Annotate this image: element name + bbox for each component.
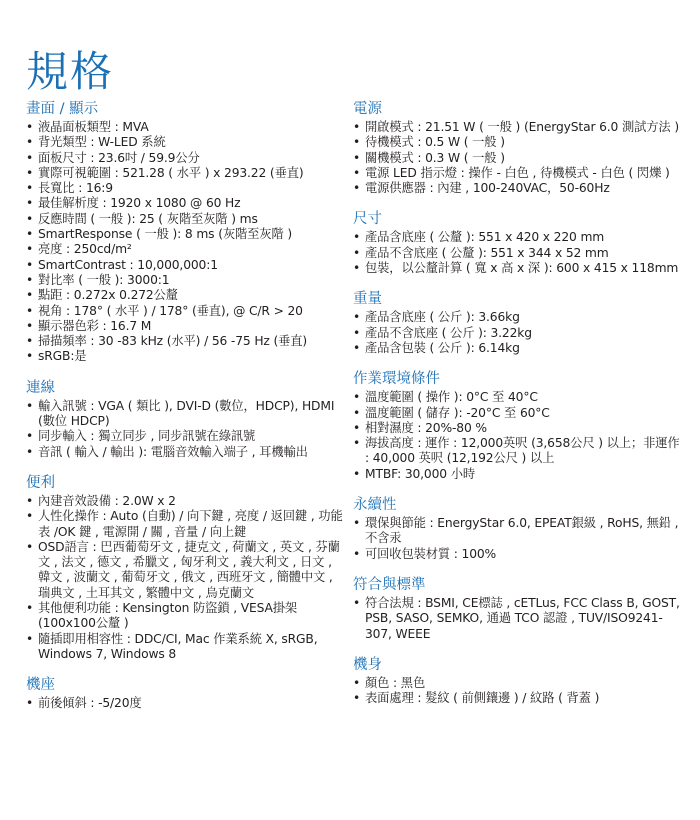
spec-item: • 表面處理 : 髮紋 ( 前側鑲邊 ) / 紋路 ( 背蓋 ) [353, 691, 681, 706]
spec-item: • 符合法規 : BSMI, CE標誌 , cETLus, FCC Class B, GOST, PSB, SASO, SEMKO, 通過 TCO 認證 , TUV/ISO9241-307, WEEE [353, 596, 681, 642]
left-section-1 [26, 379, 344, 460]
spec-item: • 關機模式 : 0.3 W ( 一般 ) [353, 151, 681, 166]
spec-item: • 對比率 ( 一般 ): 3000:1 [26, 273, 344, 288]
spec-item: • SmartContrast : 10,000,000:1 [26, 258, 344, 273]
spec-item: • 電源 LED 指示燈 : 操作 - 白色 , 待機模式 - 白色 ( 閃爍 ) [353, 166, 681, 181]
left-section-2 [26, 474, 344, 662]
spec-item: • 待機模式 : 0.5 W ( 一般 ) [353, 135, 681, 150]
spec-item: • 掃描頻率 : 30 -83 kHz (水平) / 56 -75 Hz (垂直) [26, 334, 344, 349]
spec-item: • 可回收包裝材質 : 100% [353, 547, 681, 562]
section-heading: 作業環境條件 [353, 371, 440, 388]
spec-item: • 背光類型 : W-LED 系統 [26, 135, 344, 150]
spec-list [353, 596, 681, 642]
spec-item: • sRGB:是 [26, 349, 344, 364]
spec-item: • 產品含底座 ( 公斤 ): 3.66kg [353, 310, 681, 325]
spec-item: • 產品含包裝 ( 公斤 ): 6.14kg [353, 341, 681, 356]
spec-item: • 同步輸入 : 獨立同步 , 同步訊號在綠訊號 [26, 429, 344, 444]
left-section-0 [26, 100, 344, 365]
section-heading: 符合與標準 [353, 576, 426, 593]
section-heading: 永續性 [353, 497, 397, 514]
spec-list [26, 120, 344, 365]
spec-item: • 產品含底座 ( 公釐 ): 551 x 420 x 220 mm [353, 230, 681, 245]
section-heading: 畫面 / 顯示 [26, 101, 99, 117]
spec-list [353, 390, 681, 482]
spec-item: • 包裝，以公釐計算 ( 寬 x 高 x 深 ): 600 x 415 x 118mm [353, 261, 681, 276]
spec-item: • 其他便利功能 : Kensington 防盜鎖 , VESA掛架 (100x100公釐 ) [26, 601, 344, 632]
spec-item: • MTBF: 30,000 小時 [353, 467, 681, 482]
spec-item: • 隨插即用相容性 : DDC/CI, Mac 作業系統 X, sRGB, Windows 7, Windows 8 [26, 632, 344, 663]
spec-item: • 產品不含底座 ( 公釐 ): 551 x 344 x 52 mm [353, 246, 681, 261]
right-section-2 [353, 290, 681, 356]
spec-list [26, 399, 344, 460]
spec-item: • 液晶面板類型 : MVA [26, 120, 344, 135]
spec-item: • 視角 : 178° ( 水平 ) / 178° (垂直), @ C/R > 20 [26, 304, 344, 319]
spec-item: • 亮度 : 250cd/m² [26, 242, 344, 257]
spec-item: • 長寬比 : 16:9 [26, 181, 344, 196]
spec-item: • 溫度範圍 ( 儲存 ): -20°C 至 60°C [353, 406, 681, 421]
spec-item: • 海拔高度 : 運作 : 12,000英呎 (3,658公尺 ) 以上；非運作 : 40,000 英呎 (12,192公尺 ) 以上 [353, 436, 681, 467]
section-heading: 機座 [26, 677, 55, 694]
section-heading: 機身 [353, 656, 382, 673]
spec-column-right [353, 100, 681, 720]
section-heading: 連線 [26, 379, 55, 396]
right-section-6 [353, 656, 681, 707]
spec-list [26, 494, 344, 662]
spec-item: • 產品不含底座 ( 公斤 ): 3.22kg [353, 326, 681, 341]
spec-list [353, 516, 681, 562]
spec-list [353, 676, 681, 707]
left-section-3 [26, 676, 344, 711]
spec-item: • 顯示器色彩 : 16.7 M [26, 319, 344, 334]
section-heading: 便利 [26, 474, 55, 491]
spec-item: • 音訊 ( 輸入 / 輸出 ): 電腦音效輸入端子 , 耳機輸出 [26, 445, 344, 460]
spec-column-left [26, 100, 344, 726]
spec-item: • 相對濕度 : 20%-80 % [353, 421, 681, 436]
spec-item: • OSD語言 : 巴西葡萄牙文 , 捷克文 , 荷蘭文 , 英文 , 芬蘭文 , 法文 , 德文 , 希臘文 , 匈牙利文 , 義大利文 , 日文 , 韓文 , 波蘭文 , 葡萄牙文 , 俄文 , 西班牙文 , 簡體中文 , 瑞典文 , 土耳其文 , 繁體中文 , 烏克蘭文 [26, 540, 344, 601]
spec-item: • 人性化操作 : Auto (自動) / 向下鍵 , 亮度 / 返回鍵 , 功能表 /OK 鍵 , 電源開 / 關 , 音量 / 向上鍵 [26, 509, 344, 540]
spec-item: • 溫度範圍 ( 操作 ): 0°C 至 40°C [353, 390, 681, 405]
spec-item: • 實際可視範圍 : 521.28 ( 水平 ) x 293.22 (垂直) [26, 166, 344, 181]
spec-item: • 顏色 : 黑色 [353, 676, 681, 691]
right-section-3 [353, 370, 681, 482]
spec-item: • SmartResponse ( 一般 ): 8 ms (灰階至灰階 ) [26, 227, 344, 242]
spec-list [353, 230, 681, 276]
spec-item: • 開啟模式 : 21.51 W ( 一般 ) (EnergyStar 6.0 測試方法 ) [353, 120, 681, 135]
spec-item: • 點距 : 0.272x 0.272公釐 [26, 288, 344, 303]
section-heading: 電源 [353, 101, 382, 117]
spec-item: • 電源供應器 : 內建 , 100-240VAC，50-60Hz [353, 181, 681, 196]
spec-list [26, 696, 344, 711]
right-section-4 [353, 496, 681, 562]
section-heading: 重量 [353, 291, 382, 308]
spec-list [353, 120, 681, 196]
spec-item: • 輸入訊號 : VGA ( 類比 ), DVI-D (數位，HDCP), HDMI (數位 HDCP) [26, 399, 344, 430]
spec-item: • 最佳解析度 : 1920 x 1080 @ 60 Hz [26, 196, 344, 211]
spec-item: • 內建音效設備 : 2.0W x 2 [26, 494, 344, 509]
spec-item: • 前後傾斜 : -5/20度 [26, 696, 344, 711]
right-section-5 [353, 576, 681, 642]
right-section-1 [353, 210, 681, 276]
spec-item: • 面板尺寸 : 23.6吋 / 59.9公分 [26, 151, 344, 166]
spec-item: • 反應時間 ( 一般 ): 25 ( 灰階至灰階 ) ms [26, 212, 344, 227]
spec-list [353, 310, 681, 356]
section-heading: 尺寸 [353, 211, 382, 228]
right-section-0 [353, 100, 681, 196]
spec-item: • 環保與節能 : EnergyStar 6.0, EPEAT銀級 , RoHS, 無鉛 , 不含汞 [353, 516, 681, 547]
page-title: 規格 [26, 47, 115, 97]
